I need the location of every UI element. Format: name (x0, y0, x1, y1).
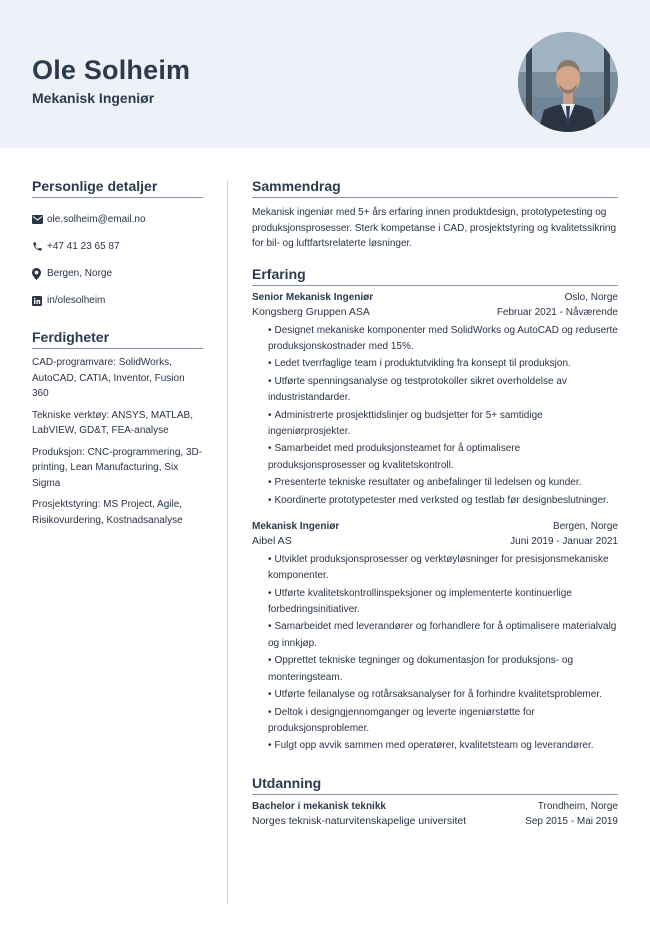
contact-email-text: ole.solheim@email.no (47, 214, 146, 225)
job-bullet: • Ledet tverrfaglige team i produktutvikling fra konsept til produksjon. (268, 358, 571, 370)
experience-section-title: Erfaring (252, 266, 618, 286)
job-role: Senior Mekanisk Ingeniør (252, 291, 374, 303)
contact-location (32, 260, 203, 287)
location-icon (32, 268, 47, 280)
job-dates: Februar 2021 - Nåværende (496, 306, 618, 318)
job-bullet: • Presenterte tekniske resultater og anbefalinger til ledelsen og kunder. (268, 477, 582, 489)
contact-linkedin-text: in/olesolheim (47, 295, 106, 306)
contact-location-text: Bergen, Norge (47, 268, 113, 279)
job-entry (252, 519, 618, 755)
job-bullet: • Koordinerte prototypetester med verksted og testlab før designbeslutninger. (268, 494, 609, 506)
skills-section-title: Ferdigheter (32, 329, 203, 349)
education-entry (252, 799, 618, 829)
education-section-title: Utdanning (252, 775, 618, 795)
skill-item: CAD-programvare: SolidWorks, AutoCAD, CATIA, Inventor, Fusion 360 (32, 357, 185, 399)
job-bullet: • Utviklet produksjonsprosesser og verktøyløsninger for presisjonsmekaniske komponenter. (268, 553, 609, 582)
skill-item: Tekniske verktøy: ANSYS, MATLAB, LabVIEW, GD&T, FEA-analyse (32, 409, 193, 436)
summary-text: Mekanisk ingeniør med 5+ års erfaring innen produktdesign, prototypetesting og produksjonsprosesser. Sterk kompetanse i CAD, prosjektstyring og kvalitetssikring for bil- og luftfartsrelaterte løsninger. (252, 207, 617, 249)
contact-linkedin[interactable] (32, 287, 203, 314)
skill-item: Produksjon: CNC-programmering, 3D-printing, Lean Manufacturing, Six Sigma (32, 446, 203, 489)
candidate-name: Ole Solheim (32, 55, 191, 85)
contact-list (32, 206, 203, 314)
job-bullet: • Utførte feilanalyse og rotårsaksanalyser for å forhindre kvalitetsproblemer. (268, 689, 602, 701)
contact-section-title: Personlige detaljer (32, 178, 203, 198)
job-bullet: • Fulgt opp avvik sammen med operatører, kvalitetsteam og leverandører. (268, 740, 594, 752)
job-bullet: • Administrerte prosjekttidslinjer og budsjetter for 5+ samtidige ingeniørprosjekter. (268, 409, 543, 437)
job-bullet: • Designet mekaniske komponenter med SolidWorks og AutoCAD og reduserte produksjonskostnader med 15%. (268, 324, 618, 352)
job-bullet: • Samarbeidet med leverandører og forhandlere for å optimalisere materialvalg og innkjøp. (268, 621, 617, 649)
skills-list (32, 355, 203, 528)
education-school: Norges teknisk-naturvitenskapelige universitet (252, 814, 467, 827)
summary-section-title: Sammendrag (252, 178, 618, 198)
education-dates: Sep 2015 - Mai 2019 (525, 815, 618, 827)
skill-item: Prosjektstyring: MS Project, Agile, Risikovurdering, Kostnadsanalyse (32, 499, 183, 526)
job-location: Bergen, Norge (552, 520, 618, 532)
column-divider (227, 180, 228, 904)
email-icon (32, 214, 47, 226)
job-bullets (252, 552, 618, 755)
right-column (252, 178, 618, 829)
job-company: Kongsberg Gruppen ASA (252, 305, 370, 318)
contact-email[interactable] (32, 206, 203, 233)
phone-icon (32, 241, 47, 253)
job-bullet: • Utførte kvalitetskontrollinspeksjoner og implementerte kontinuerlige forbedringsinitiativer. (268, 587, 572, 615)
job-company: Aibel AS (252, 534, 292, 547)
job-bullet: • Opprettet tekniske tegninger og dokumentasjon for produksjons- og monteringsteam. (268, 655, 574, 683)
job-bullet: • Deltok i designgjennomganger og leverte ingeniørstøtte for produksjonsproblemer. (268, 706, 535, 734)
education-location: Trondheim, Norge (537, 800, 618, 812)
candidate-title: Mekanisk Ingeniør (32, 90, 155, 106)
job-role: Mekanisk Ingeniør (252, 520, 340, 532)
resume-header (0, 0, 650, 148)
linkedin-icon (32, 295, 47, 307)
job-bullet: • Samarbeidet med produksjonsteamet for å optimalisere produksjonsprosesser og kvalitetskontroll. (268, 443, 521, 471)
education-degree: Bachelor i mekanisk teknikk (252, 800, 386, 812)
job-bullet: • Utførte spenningsanalyse og testprotokoller sikret overholdelse av industristandarder. (268, 375, 567, 404)
job-dates: Juni 2019 - Januar 2021 (510, 535, 618, 547)
contact-phone-text: +47 41 23 65 87 (47, 241, 120, 252)
profile-photo (518, 32, 618, 132)
job-bullets (252, 323, 618, 509)
job-location: Oslo, Norge (564, 291, 618, 303)
contact-phone[interactable] (32, 233, 203, 260)
left-column (32, 178, 203, 528)
job-entry (252, 290, 618, 509)
